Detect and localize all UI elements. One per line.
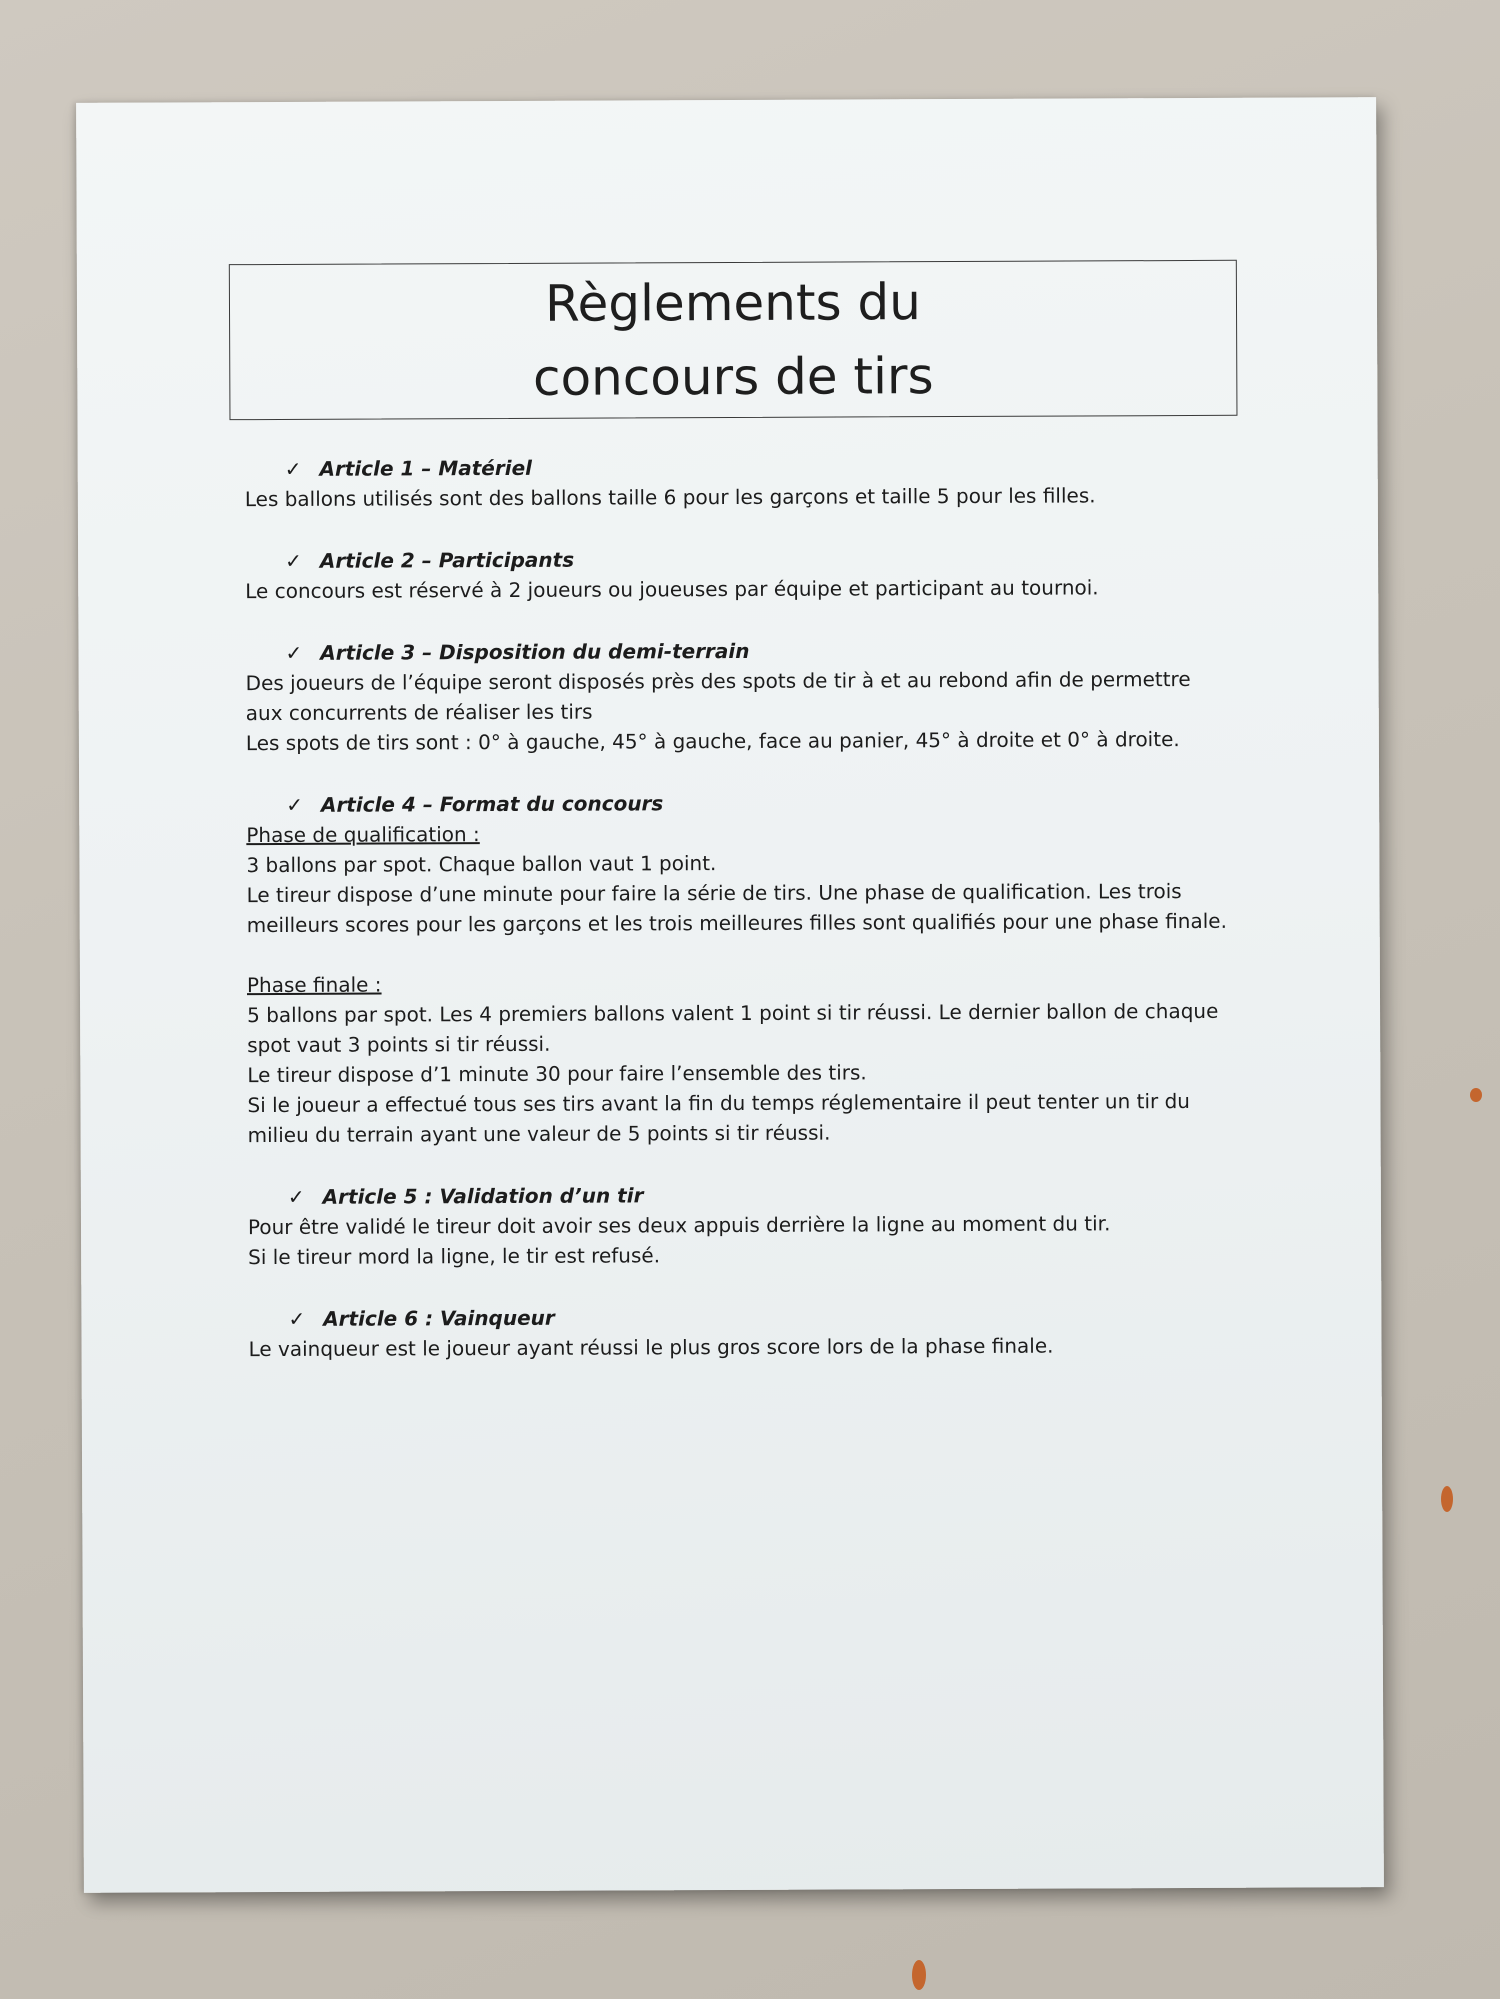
check-icon: ✓ (288, 1306, 306, 1331)
final-phase (247, 966, 1288, 1151)
article-text: Les ballons utilisés sont des ballons taille 6 pour les garçons et taille 5 pour les filles. (244, 483, 1096, 512)
article-title: Article 5 : Validation d’un tir (322, 1183, 644, 1209)
article-heading (248, 1178, 1288, 1213)
article-text: Les spots de tirs sont : 0° à gauche, 45° à gauche, face au panier, 45° à droite et 0° à droite. (245, 727, 1180, 756)
check-icon: ✓ (286, 792, 303, 817)
article-text: meilleurs scores pour les garçons et les trois meilleures filles sont qualifiés pour une phase finale. (246, 908, 1227, 938)
article-heading (245, 542, 1285, 577)
article-text: Des joueurs de l’équipe seront disposés près des spots de tir à et au rebond afin de permettre (245, 666, 1191, 696)
article-3 (245, 634, 1286, 759)
article-title: Article 3 – Disposition du demi-terrain (320, 638, 750, 665)
check-icon: ✓ (285, 640, 303, 665)
article-text: Le tireur dispose d’une minute pour faire la série de tirs. Une phase de qualification. Les trois (246, 879, 1182, 908)
article-text: Le concours est réservé à 2 joueurs ou joueuses par équipe et participant au tournoi. (245, 575, 1099, 604)
article-6 (248, 1300, 1288, 1365)
article-5 (248, 1178, 1288, 1273)
article-title: Article 4 – Format du concours (320, 791, 664, 817)
check-icon: ✓ (285, 548, 302, 573)
wall-speck (912, 1960, 926, 1990)
article-text: spot vaut 3 points si tir réussi. (247, 1031, 551, 1058)
article-1 (245, 450, 1285, 515)
article-2 (245, 542, 1285, 607)
qualification-phase (246, 816, 1287, 941)
rules-content (245, 450, 1289, 1397)
article-text: Si le joueur a effectué tous ses tirs avant la fin du temps réglementaire il peut tenter un tir du (247, 1088, 1191, 1118)
article-text: aux concurrents de réaliser les tirs (245, 699, 593, 726)
article-text: milieu du terrain ayant une valeur de 5 points si tir réussi. (247, 1120, 831, 1148)
wall-speck (1441, 1486, 1453, 1512)
wall-speck (1470, 1088, 1482, 1102)
page-title-line-2: concours de tirs (532, 347, 934, 407)
article-title: Article 6 : Vainqueur (323, 1305, 555, 1331)
article-text: Le vainqueur est le joueur ayant réussi le plus gros score lors de la phase finale. (248, 1333, 1054, 1362)
article-4 (246, 786, 1288, 1151)
article-title: Article 1 – Matériel (319, 455, 533, 481)
article-heading (245, 634, 1285, 669)
rules-sheet (76, 97, 1384, 1893)
article-heading (246, 786, 1286, 821)
page-title-line-1: Règlements du (544, 273, 921, 333)
article-title: Article 2 – Participants (319, 547, 575, 573)
article-text: 3 ballons par spot. Chaque ballon vaut 1 point. (246, 851, 717, 878)
check-icon: ✓ (284, 456, 302, 481)
article-heading (248, 1300, 1288, 1335)
check-icon: ✓ (287, 1184, 305, 1209)
article-text: Si le tireur mord la ligne, le tir est refusé. (248, 1243, 661, 1270)
phase-label: Phase finale : (246, 972, 382, 998)
article-text: Le tireur dispose d’1 minute 30 pour faire l’ensemble des tirs. (247, 1060, 867, 1088)
phase-label: Phase de qualification : (246, 822, 480, 848)
article-text: Pour être validé le tireur doit avoir ses deux appuis derrière la ligne au moment du tir. (247, 1211, 1111, 1240)
title-box (229, 260, 1238, 420)
article-heading (245, 450, 1285, 485)
article-text: 5 ballons par spot. Les 4 premiers ballons valent 1 point si tir réussi. Le dernier ballon de chaque (247, 998, 1219, 1028)
